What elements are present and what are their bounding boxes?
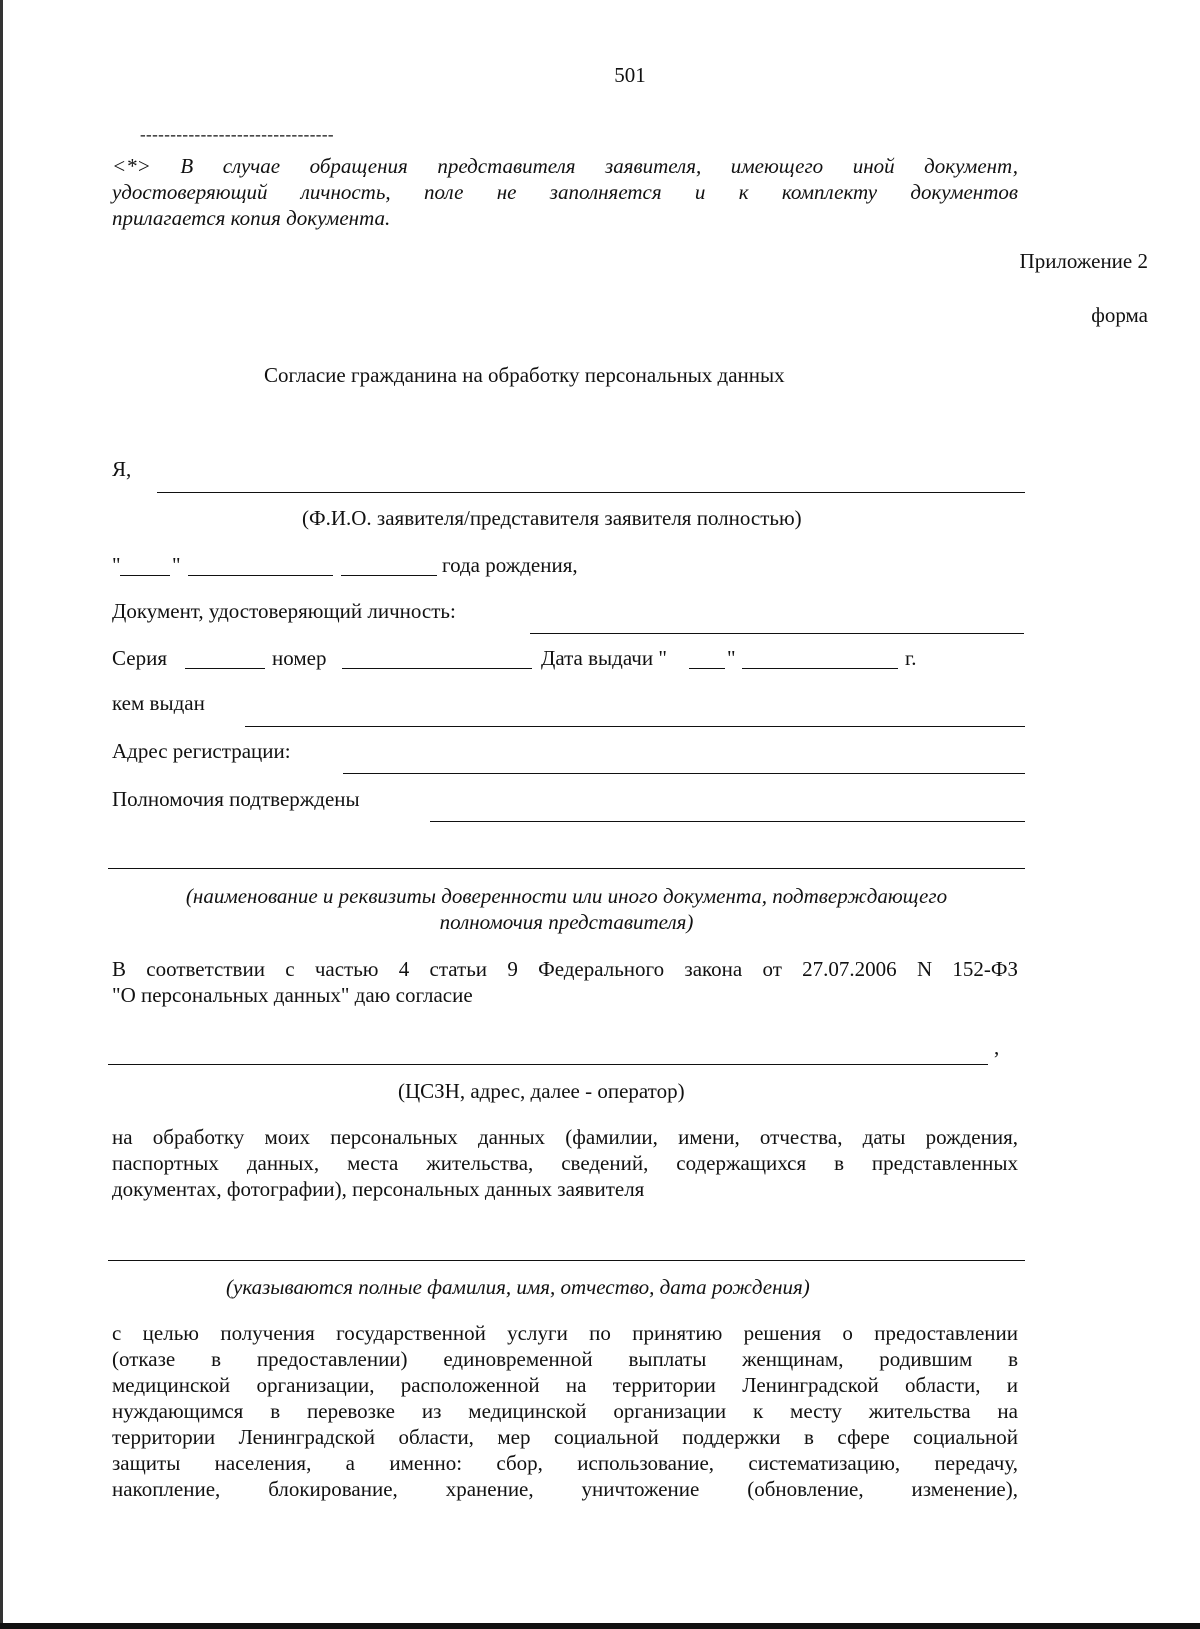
birth-quote-close: " [172, 553, 181, 577]
processing-line: на обработку моих персональных данных (фамилии, имени, отчества, даты рождения, [112, 1125, 1018, 1149]
birth-label: года рождения, [442, 553, 578, 577]
purpose-line: с целью получения государственной услуги по принятию решения о предоставлении [112, 1321, 1018, 1345]
fio-caption: (Ф.И.О. заявителя/представителя заявителя полностью) [302, 506, 802, 530]
birth-year-field-line[interactable] [341, 575, 437, 576]
processing-line: документах, фотографии), персональных данных заявителя [112, 1177, 645, 1201]
issued-by-label: кем выдан [112, 691, 205, 715]
document-label: Документ, удостоверяющий личность: [112, 599, 456, 623]
processing-line: паспортных данных, места жительства, сведений, содержащихся в представленных [112, 1151, 1018, 1175]
authority-label: Полномочия подтверждены [112, 787, 360, 811]
operator-field-line[interactable] [108, 1064, 988, 1065]
series-label: Серия [112, 646, 167, 670]
fio-field-line[interactable] [157, 492, 1025, 493]
issue-day-field-line[interactable] [689, 668, 725, 669]
purpose-line: защиты населения, а именно: сбор, использование, систематизацию, передачу, [112, 1451, 1018, 1475]
authority-caption: (наименование и реквизиты доверенности или иного документа, подтверждающего [185, 884, 948, 908]
number-field-line[interactable] [342, 668, 532, 669]
applicant-caption: (указываются полные фамилия, имя, отчество, дата рождения) [226, 1275, 810, 1299]
footnote-line: <*> В случае обращения представителя заявителя, имеющего иной документ, [112, 154, 1018, 178]
purpose-line: медицинской организации, расположенной на территории Ленинградской области, и [112, 1373, 1018, 1397]
applicant-field-line[interactable] [108, 1260, 1025, 1261]
footnote-line: прилагается копия документа. [112, 206, 391, 230]
issue-date-quote: " [727, 646, 736, 670]
birth-month-field-line[interactable] [188, 575, 333, 576]
year-label: г. [905, 646, 917, 670]
authority-caption: полномочия представителя) [439, 910, 694, 934]
page-number: 501 [614, 63, 646, 87]
page-title: Согласие гражданина на обработку персональных данных [264, 363, 785, 387]
operator-comma: , [994, 1035, 1000, 1059]
operator-caption: (ЦСЗН, адрес, далее - оператор) [398, 1079, 685, 1103]
authority-field-line[interactable] [430, 821, 1025, 822]
issue-month-year-field-line[interactable] [742, 668, 898, 669]
appendix-label: Приложение 2 [1019, 249, 1148, 273]
consent-line: В соответствии с частью 4 статьи 9 Федерального закона от 27.07.2006 N 152-ФЗ [112, 957, 1018, 981]
i-label: Я, [112, 457, 132, 481]
birth-day-field-line[interactable] [120, 575, 170, 576]
consent-line: "О персональных данных" даю согласие [112, 983, 473, 1007]
authority-document-field-line[interactable] [108, 868, 1025, 869]
issue-date-label: Дата выдачи " [541, 646, 667, 670]
birth-quote-open: " [112, 553, 121, 577]
address-field-line[interactable] [343, 773, 1025, 774]
issued-by-field-line[interactable] [245, 726, 1025, 727]
purpose-line: (отказе в предоставлении) единовременной выплаты женщинам, родившим в [112, 1347, 1018, 1371]
scan-bottom-edge [0, 1623, 1200, 1629]
number-label: номер [272, 646, 327, 670]
purpose-line: нуждающимся в перевозке из медицинской организации к месту жительства на [112, 1399, 1018, 1423]
series-field-line[interactable] [185, 668, 265, 669]
address-label: Адрес регистрации: [112, 739, 291, 763]
purpose-line: территории Ленинградской области, мер социальной поддержки в сфере социальной [112, 1425, 1018, 1449]
footnote-separator: -------------------------------- [140, 125, 334, 144]
purpose-line: накопление, блокирование, хранение, уничтожение (обновление, изменение), [112, 1477, 1018, 1501]
form-label: форма [1091, 303, 1148, 327]
footnote-line: удостоверяющий личность, поле не заполняется и к комплекту документов [112, 180, 1018, 204]
scan-left-edge [0, 0, 3, 1629]
document-field-line[interactable] [530, 633, 1024, 634]
